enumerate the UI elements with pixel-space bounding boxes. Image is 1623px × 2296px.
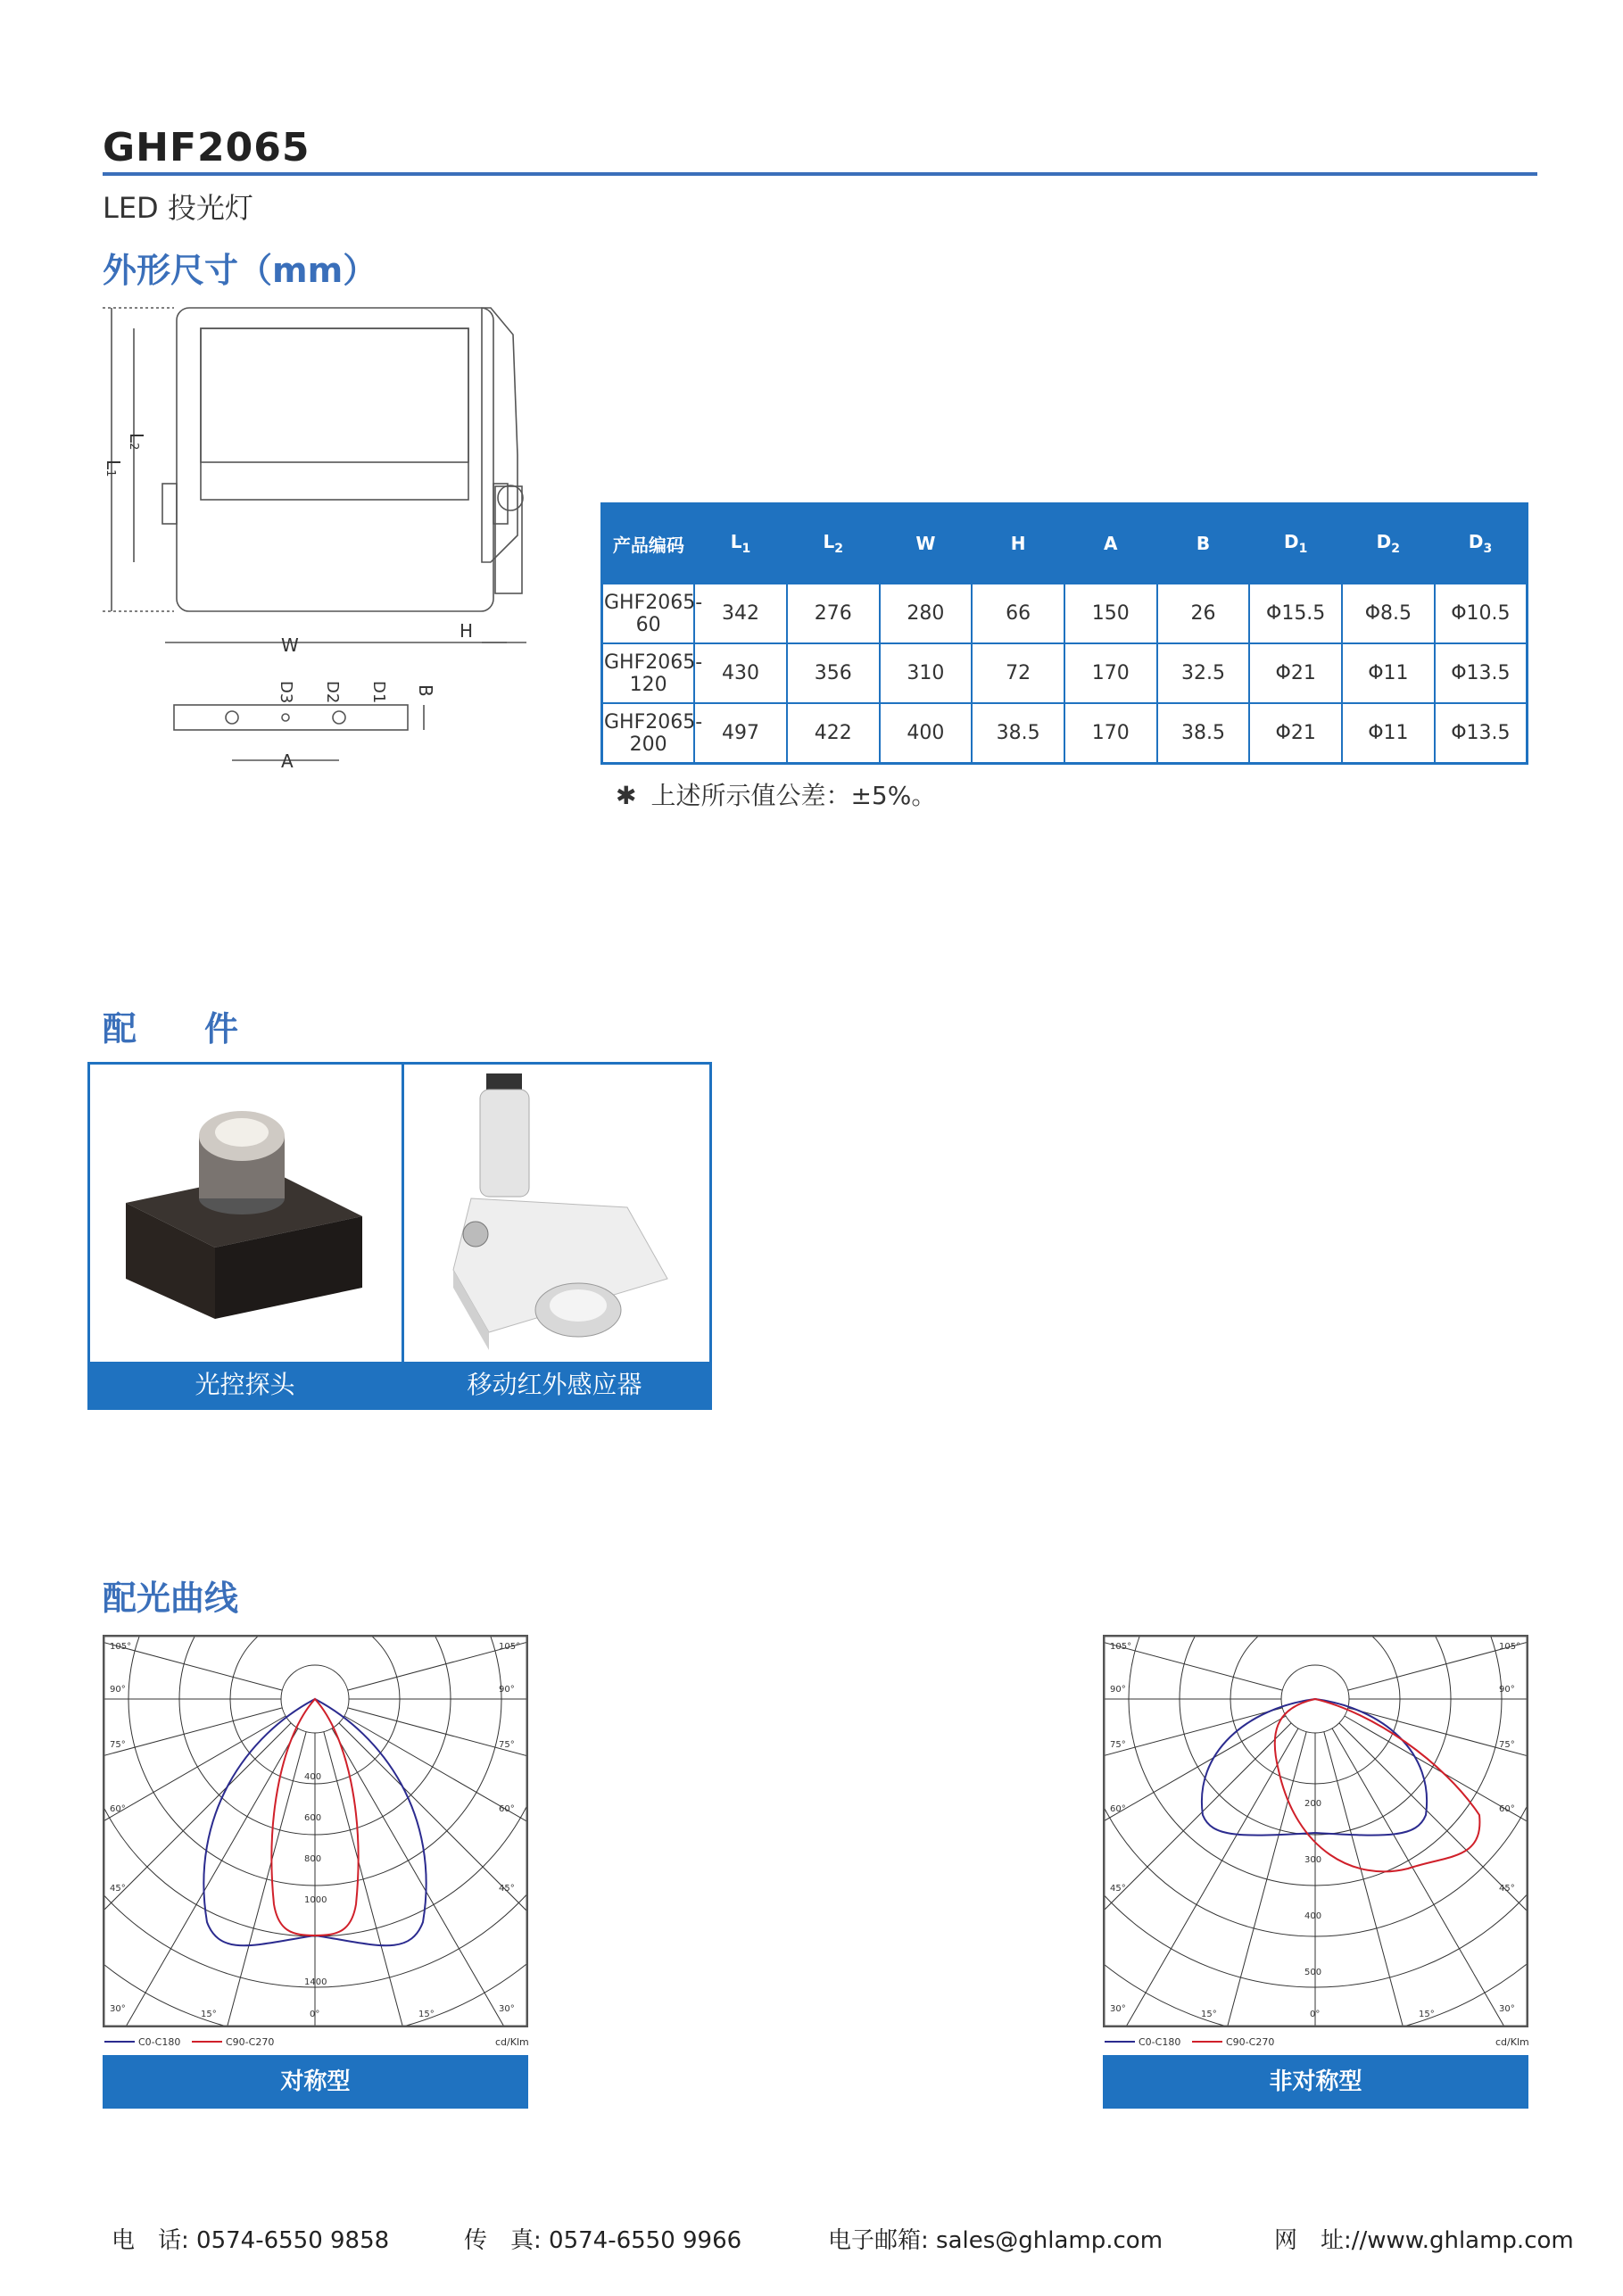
table-cell: 72 (972, 643, 1064, 703)
angle-label: 45° (1499, 1884, 1515, 1894)
angle-label: 45° (499, 1884, 515, 1894)
label-L2: L2 (126, 433, 147, 451)
angle-label: 90° (499, 1685, 515, 1695)
polar-chart-symmetric (103, 1635, 528, 2027)
radial-label: 500 (1304, 1968, 1322, 1977)
angle-label: 105° (1110, 1642, 1132, 1652)
table-cell: Φ11 (1342, 703, 1435, 764)
table-cell: 497 (694, 703, 787, 764)
unit-label: cd/Klm (1495, 2036, 1528, 2048)
radial-label: 800 (304, 1854, 322, 1864)
table-cell: 276 (787, 584, 880, 644)
table-cell: 400 (880, 703, 973, 764)
legend-c0: C0-C180 (1139, 2036, 1181, 2048)
angle-label: 60° (499, 1804, 515, 1814)
accessory-label-bar (90, 1362, 709, 1407)
radial-label: 200 (1304, 1799, 1322, 1809)
angle-label: 45° (1110, 1884, 1126, 1894)
polar-chart-asymmetric (1103, 1635, 1528, 2027)
table-cell: 38.5 (1157, 703, 1250, 764)
angle-label: 60° (1110, 1804, 1126, 1814)
accessory-label-photocell: 光控探头 (195, 1370, 295, 1399)
angle-label: 30° (1499, 2004, 1515, 2014)
table-cell: GHF2065-60 (602, 584, 695, 644)
angle-label: 15° (201, 2010, 217, 2019)
footer-email[interactable]: 电子邮箱: sales@ghlamp.com (828, 2227, 1163, 2254)
table-cell: 26 (1157, 584, 1250, 644)
accessories-panel (87, 1062, 712, 1410)
spec-header-cell: W (880, 504, 973, 584)
curve-type-asymmetric: 非对称型 (1103, 2055, 1528, 2109)
front-view-lens (201, 328, 468, 500)
label-H: H (460, 620, 474, 642)
angle-label: 75° (110, 1740, 126, 1750)
section-accessories: 配 件 (103, 1009, 239, 1049)
spec-header-cell: $L_2$ (787, 504, 880, 584)
table-cell: Φ21 (1249, 643, 1342, 703)
table-cell: GHF2065-200 (602, 703, 695, 764)
model-title: GHF2065 (103, 125, 311, 170)
dimension-drawing (98, 294, 544, 776)
label-B: B (415, 684, 436, 697)
spec-table (600, 502, 1528, 765)
table-cell: Φ8.5 (1342, 584, 1435, 644)
pir-motion-sensor-icon (404, 1065, 709, 1362)
angle-label: 105° (499, 1642, 521, 1652)
table-cell: 150 (1064, 584, 1157, 644)
legend-symmetric (103, 2033, 528, 2051)
table-cell: 280 (880, 584, 973, 644)
table-cell: 66 (972, 584, 1064, 644)
front-view-panel (201, 328, 468, 462)
label-D2: D2 (323, 681, 342, 704)
photocell-sensor-icon (90, 1065, 401, 1362)
table-cell: Φ21 (1249, 703, 1342, 764)
table-cell: Φ11 (1342, 643, 1435, 703)
table-cell: 170 (1064, 703, 1157, 764)
table-row (602, 703, 1528, 764)
footer-phone: 电 话: 0574-6550 9858 (112, 2227, 390, 2254)
radial-label: 300 (1304, 1855, 1322, 1865)
spec-header-cell: H (972, 504, 1064, 584)
spec-header-cell: A (1064, 504, 1157, 584)
table-cell: 342 (694, 584, 787, 644)
radial-label: 400 (304, 1772, 322, 1782)
angle-label: 90° (1110, 1685, 1126, 1695)
label-W: W (281, 634, 299, 656)
table-cell: Φ10.5 (1435, 584, 1528, 644)
tolerance-note: ✱ 上述所示值公差：±5%。 (616, 781, 937, 810)
unit-label: cd/Klm (495, 2036, 528, 2048)
table-cell: 170 (1064, 643, 1157, 703)
angle-label: 0° (310, 2010, 320, 2019)
legend-asymmetric (1103, 2033, 1528, 2051)
angle-label: 0° (1310, 2010, 1321, 2019)
angle-label: 105° (110, 1642, 132, 1652)
spec-header-cell: $D_2$ (1342, 504, 1435, 584)
table-row (602, 643, 1528, 703)
spec-header-cell: $L_1$ (694, 504, 787, 584)
angle-label: 30° (499, 2004, 515, 2014)
title-rule (103, 172, 1537, 176)
label-A: A (281, 750, 294, 772)
table-cell: Φ15.5 (1249, 584, 1342, 644)
table-cell: Φ13.5 (1435, 703, 1528, 764)
angle-label: 105° (1499, 1642, 1521, 1652)
radial-label: 1400 (304, 1977, 327, 1987)
accessory-photocell (90, 1065, 401, 1362)
angle-label: 30° (110, 2004, 126, 2014)
spec-table-body (602, 584, 1528, 764)
angle-label: 15° (1201, 2010, 1217, 2019)
section-dimensions: 外形尺寸（mm） (103, 251, 377, 290)
radial-label: 400 (1304, 1911, 1322, 1921)
angle-label: 45° (110, 1884, 126, 1894)
label-L1: L1 (103, 460, 124, 477)
legend-c0: C0-C180 (138, 2036, 181, 2048)
angle-label: 30° (1110, 2004, 1126, 2014)
angle-label: 75° (1110, 1740, 1126, 1750)
table-cell: 430 (694, 643, 787, 703)
legend-c90: C90-C270 (226, 2036, 275, 2048)
angle-label: 60° (1499, 1804, 1515, 1814)
angle-label: 90° (1499, 1685, 1515, 1695)
left-bracket-knob (162, 484, 177, 524)
label-D1: D1 (369, 681, 388, 704)
table-cell: 310 (880, 643, 973, 703)
spec-header-cell: 产品编码 (602, 504, 695, 584)
table-cell: 32.5 (1157, 643, 1250, 703)
table-cell: GHF2065-120 (602, 643, 695, 703)
label-D3: D3 (277, 681, 295, 704)
side-bracket-knob (498, 485, 523, 510)
curve-type-symmetric: 对称型 (103, 2055, 528, 2109)
angle-label: 15° (418, 2010, 435, 2019)
section-curves: 配光曲线 (103, 1579, 239, 1618)
legend-c90: C90-C270 (1226, 2036, 1275, 2048)
angle-label: 75° (499, 1740, 515, 1750)
accessory-pir (404, 1065, 709, 1362)
angle-label: 60° (110, 1804, 126, 1814)
spec-table-header (602, 504, 1528, 584)
radial-label: 1000 (304, 1895, 327, 1905)
note-mark: ✱ (616, 781, 637, 810)
angle-label: 90° (110, 1685, 126, 1695)
radial-label: 600 (304, 1813, 322, 1823)
spec-header-cell: B (1157, 504, 1250, 584)
table-row (602, 584, 1528, 644)
table-cell: 422 (787, 703, 880, 764)
curve-c90-c270 (1275, 1699, 1480, 1871)
table-cell: 356 (787, 643, 880, 703)
product-subtitle: LED 投光灯 (103, 191, 253, 225)
polar-grid (104, 1637, 526, 2026)
angle-label: 75° (1499, 1740, 1515, 1750)
footer-fax: 传 真: 0574-6550 9966 (464, 2227, 742, 2254)
table-cell: Φ13.5 (1435, 643, 1528, 703)
footer-website[interactable]: 网 址://www.ghlamp.com (1274, 2227, 1574, 2254)
spec-header-cell: $D_1$ (1249, 504, 1342, 584)
accessory-label-pir: 移动红外感应器 (467, 1370, 642, 1399)
angle-label: 15° (1419, 2010, 1435, 2019)
table-cell: 38.5 (972, 703, 1064, 764)
spec-header-cell: $D_3$ (1435, 504, 1528, 584)
front-view-body (177, 308, 493, 611)
